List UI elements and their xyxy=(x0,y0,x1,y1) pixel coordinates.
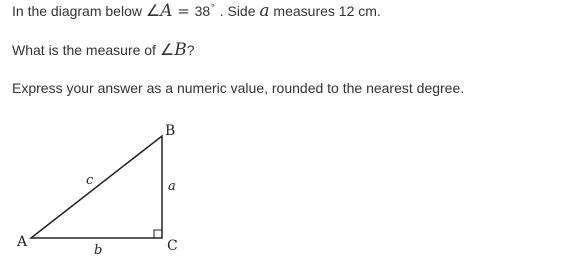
angle-value: 38 xyxy=(194,3,211,19)
vertex-b-label: B xyxy=(165,123,176,139)
side-b-label: b xyxy=(94,243,103,258)
triangle xyxy=(31,136,162,238)
degree-symbol: ∘ xyxy=(210,0,216,10)
question-line-2 xyxy=(12,41,194,59)
side-variable-a: a xyxy=(259,1,270,21)
line1-suffix: measures 12 cm. xyxy=(269,3,381,19)
right-angle-marker xyxy=(154,230,162,238)
line1-prefix: In the diagram below xyxy=(12,3,146,19)
line2-suffix: ? xyxy=(186,42,195,58)
line1-middle: . Side xyxy=(215,3,260,19)
triangle-diagram xyxy=(14,120,194,258)
side-c-label: c xyxy=(86,173,94,188)
line2-prefix: What is the measure of xyxy=(12,42,160,58)
angle-variable-a: A xyxy=(160,1,173,21)
side-a-label: a xyxy=(168,179,176,194)
vertex-a-label: A xyxy=(17,234,28,250)
question-line-1 xyxy=(12,2,381,22)
vertex-c-label: C xyxy=(167,238,178,254)
angle-symbol-b: ∠ xyxy=(159,40,175,59)
equals-sign: = xyxy=(172,2,195,20)
angle-variable-b: B xyxy=(174,40,187,60)
question-instruction: Express your answer as a numeric value, rounded to the nearest degree. xyxy=(12,80,465,96)
angle-symbol: ∠ xyxy=(145,1,161,20)
